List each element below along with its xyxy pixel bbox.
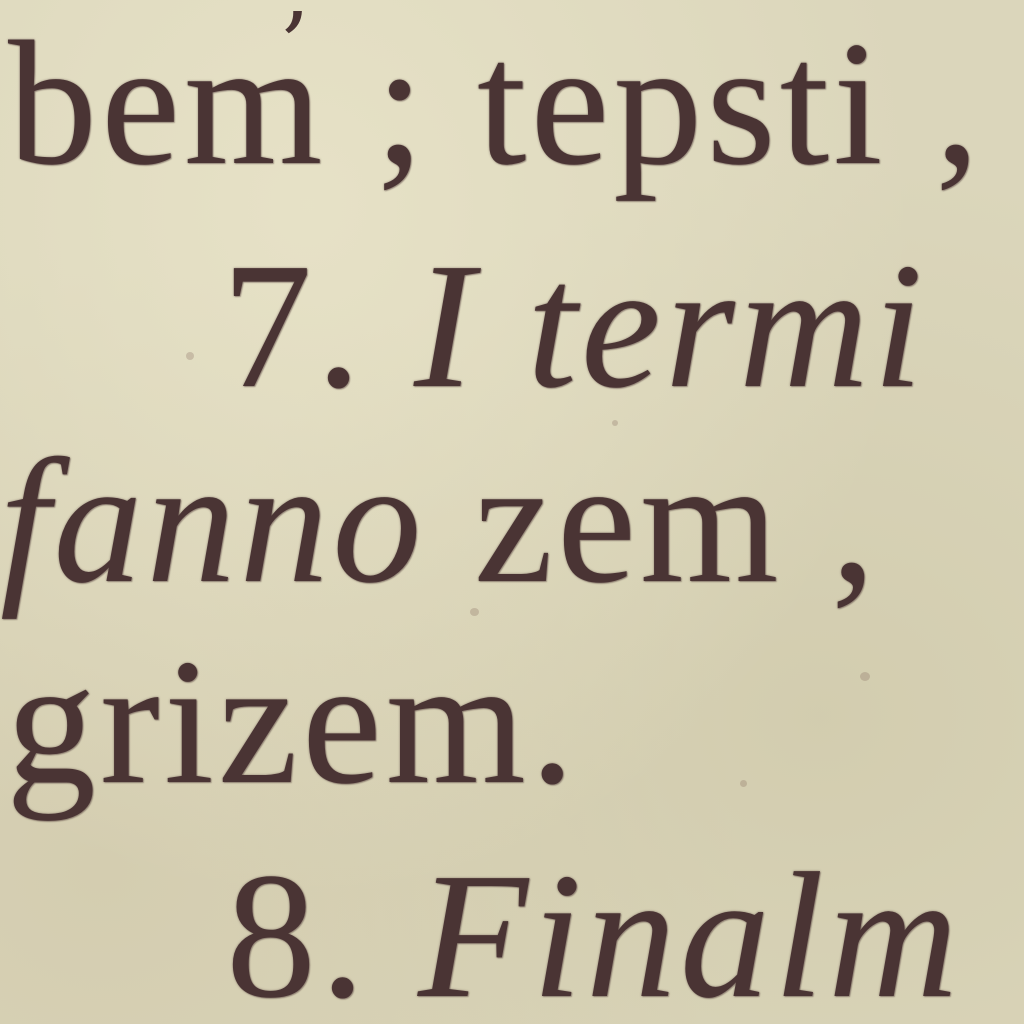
paper-speck — [860, 672, 870, 681]
paper-speck — [186, 352, 194, 360]
line-2-italic-text: I termi — [414, 226, 927, 425]
text-line-3 — [0, 422, 880, 620]
line-4-text: grizem. — [6, 622, 579, 821]
line-1-text: bem ; tepsti , — [8, 4, 984, 202]
text-line-4 — [6, 622, 579, 821]
text-line-1 — [8, 4, 984, 202]
text-line-2 — [222, 226, 927, 425]
paragraph-number-7: 7. — [222, 226, 414, 425]
text-line-5 — [226, 836, 962, 1024]
paragraph-number-8: 8. — [226, 836, 418, 1024]
line-3-italic-text: fanno — [0, 422, 426, 620]
line-3-roman-text: zem , — [425, 422, 880, 620]
line-5-italic-text: Finalm — [418, 836, 962, 1024]
paper-speck — [740, 780, 747, 787]
